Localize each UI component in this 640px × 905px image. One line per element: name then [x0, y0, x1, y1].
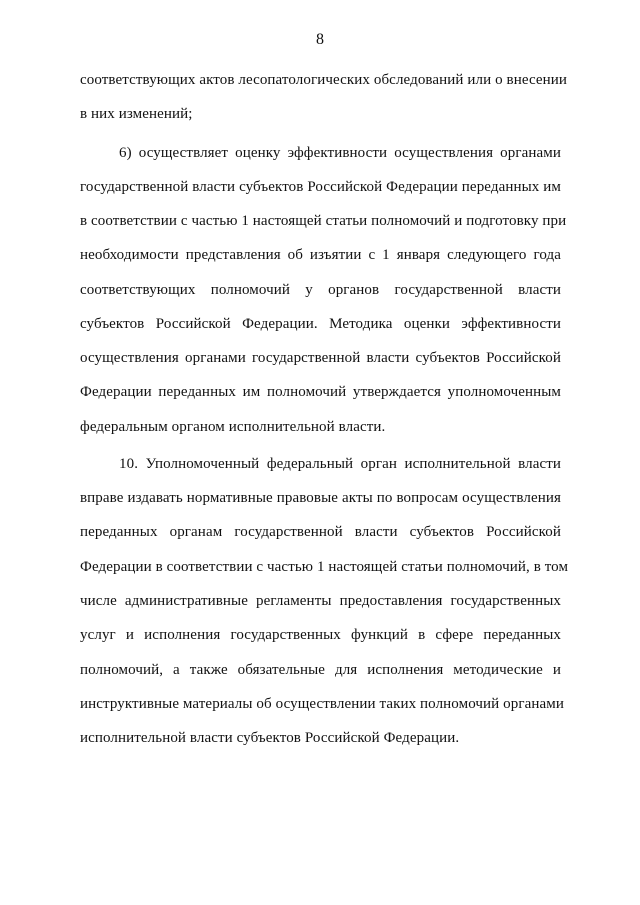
text-line: в соответствии с частью 1 настоящей статьи полномочий и подготовку при — [80, 213, 567, 229]
text-line: числе административные регламенты предоставления государственных — [80, 593, 561, 609]
text-line: федеральным органом исполнительной власти. — [80, 419, 386, 435]
text-line: переданных органам государственной власти субъектов Российской — [80, 524, 561, 540]
text-line: государственной власти субъектов Российской Федерации переданных им — [80, 179, 561, 195]
text-line: субъектов Российской Федерации. Методика оценки эффективности — [80, 316, 561, 332]
text-line: 10. Уполномоченный федеральный орган исполнительной власти — [119, 456, 561, 472]
text-line: в них изменений; — [80, 106, 193, 122]
text-line: необходимости представления об изъятии с 1 января следующего года — [80, 247, 561, 263]
text-line: вправе издавать нормативные правовые акты по вопросам осуществления — [80, 490, 561, 506]
text-line: инструктивные материалы об осуществлении таких полномочий органами — [80, 696, 564, 712]
text-line: осуществления органами государственной власти субъектов Российской — [80, 350, 561, 366]
text-line: полномочий, а также обязательные для исполнения методические и — [80, 662, 561, 678]
text-line: Федерации в соответствии с частью 1 настоящей статьи полномочий, в том — [80, 559, 569, 575]
page-number: 8 — [316, 31, 324, 48]
text-line: 6) осуществляет оценку эффективности осуществления органами — [119, 145, 561, 161]
text-line: услуг и исполнения государственных функций в сфере переданных — [80, 627, 561, 643]
text-line: соответствующих полномочий у органов государственной власти — [80, 282, 561, 298]
text-line: соответствующих актов лесопатологических обследований или о внесении — [80, 72, 568, 88]
text-line: исполнительной власти субъектов Российской Федерации. — [80, 730, 460, 746]
text-line: Федерации переданных им полномочий утверждается уполномоченным — [80, 384, 561, 400]
